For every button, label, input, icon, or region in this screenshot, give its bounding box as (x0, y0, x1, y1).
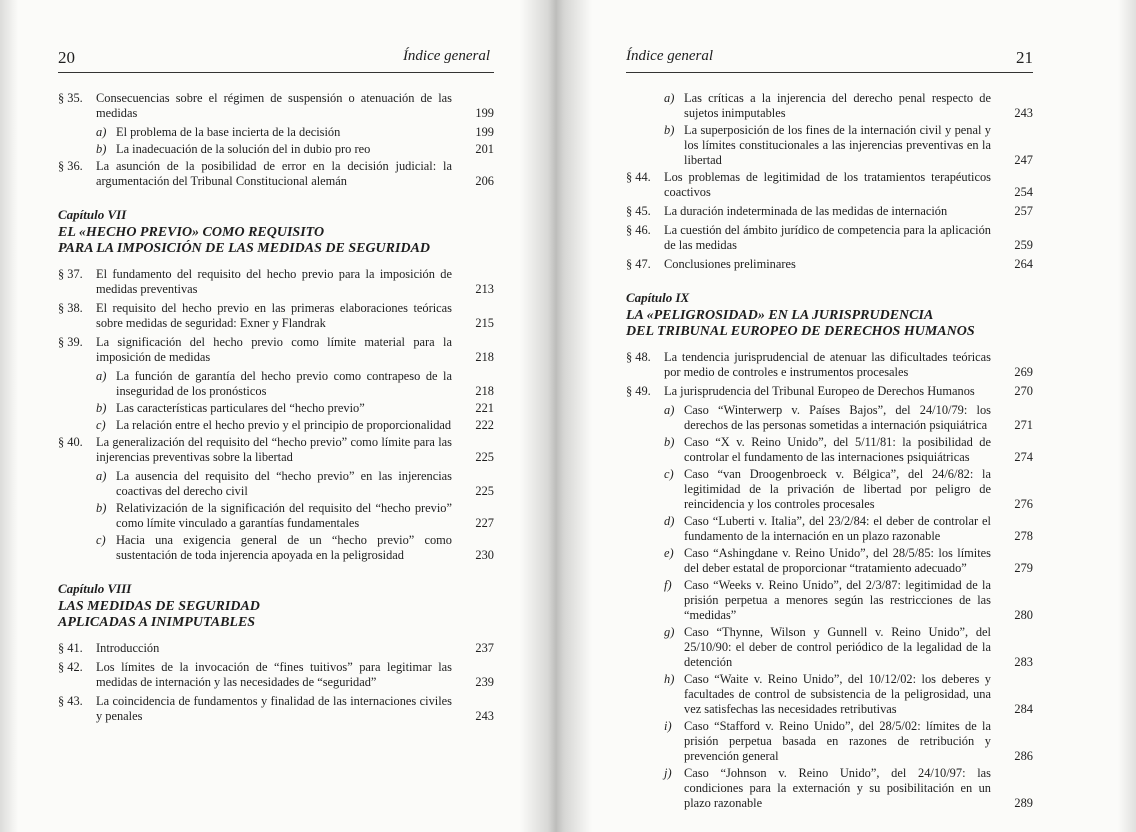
toc-subentry (96, 125, 494, 140)
section-number: c) (96, 533, 106, 547)
entry-title: El problema de la base incierta de la decisión (116, 125, 341, 139)
chapter-label: Capítulo VIII (58, 581, 132, 596)
page-ref: 239 (475, 675, 494, 689)
page-ref: 213 (475, 282, 494, 296)
page-ref: 284 (1014, 702, 1033, 716)
section-number: § 48. (626, 350, 651, 364)
toc-entry (58, 660, 494, 690)
chapter-label: Capítulo VII (58, 207, 127, 222)
section-number: § 41. (58, 641, 83, 655)
page-ref: 247 (1014, 153, 1033, 167)
toc-subentry (664, 546, 1033, 576)
section-number: § 45. (626, 204, 651, 218)
entry-title: La significación del hecho previo como límite material para la imposición de medidas (96, 335, 452, 364)
entry-title: Caso “Thynne, Wilson y Gunnell v. Reino Unido”, del 25/10/90: el deber de control periódico de la legalidad de la detención (684, 625, 991, 669)
entry-title: La asunción de la posibilidad de error en la decisión judicial: la argumentación del Tribunal Constitucional alemán (96, 159, 452, 188)
toc-entry (626, 204, 1033, 219)
toc-subentry (664, 719, 1033, 764)
toc-subentry (96, 369, 494, 399)
toc-entry (58, 435, 494, 465)
toc-subentry (664, 625, 1033, 670)
toc-entry (58, 335, 494, 365)
page-ref: 280 (1014, 608, 1033, 622)
page-ref: 279 (1014, 561, 1033, 575)
chapter-heading (626, 290, 1033, 340)
page-ref: 278 (1014, 529, 1033, 543)
toc-subentry (96, 142, 494, 157)
page-ref: 283 (1014, 655, 1033, 669)
page-ref: 215 (475, 316, 494, 330)
toc-entry (626, 350, 1033, 380)
toc-entry (58, 159, 494, 189)
section-number: b) (96, 501, 107, 515)
toc-entry (626, 384, 1033, 399)
section-number: § 39. (58, 335, 83, 349)
entry-title: El fundamento del requisito del hecho previo para la imposición de medidas preventivas (96, 267, 452, 296)
chapter-heading (58, 581, 494, 631)
page-ref: 264 (1014, 257, 1033, 271)
page-ref: 243 (475, 709, 494, 723)
section-number: § 49. (626, 384, 651, 398)
entry-title: Las críticas a la injerencia del derecho penal respecto de sujetos inimputables (684, 91, 991, 120)
entry-title: Las características particulares del “hecho previo” (116, 401, 365, 415)
page-ref: 289 (1014, 796, 1033, 810)
chapter-label: Capítulo IX (626, 290, 690, 305)
toc-subentry (664, 403, 1033, 433)
entry-title: La función de garantía del hecho previo como contrapeso de la inseguridad de los pronósticos (116, 369, 452, 398)
section-number: § 36. (58, 159, 83, 173)
page-ref: 199 (475, 106, 494, 120)
toc-entry (58, 91, 494, 121)
section-number: § 37. (58, 267, 83, 281)
page-ref: 271 (1014, 418, 1033, 432)
section-number: b) (664, 123, 675, 137)
toc-entry (58, 301, 494, 331)
entry-title: La jurisprudencia del Tribunal Europeo de Derechos Humanos (664, 384, 975, 398)
entry-title: Hacia una exigencia general de un “hecho previo” como sustentación de toda injerencia apoyada en la peligrosidad (116, 533, 452, 562)
section-number: a) (96, 369, 107, 383)
entry-title: Los límites de la invocación de “fines tuitivos” para legitimar las medidas de internación y las necesidades de “seguridad” (96, 660, 452, 689)
toc-subentry (96, 418, 494, 433)
section-number: c) (664, 467, 674, 481)
page-ref: 227 (475, 516, 494, 530)
section-number: j) (664, 766, 672, 780)
page-ref: 230 (475, 548, 494, 562)
page-ref: 286 (1014, 749, 1033, 763)
page-ref: 243 (1014, 106, 1033, 120)
entry-title: El requisito del hecho previo en las primeras elaboraciones teóricas sobre medidas de seguridad: Exner y Flandrak (96, 301, 452, 330)
entry-title: Los problemas de legitimidad de los tratamientos terapéuticos coactivos (664, 170, 991, 199)
toc-entry (58, 694, 494, 724)
toc-subentry (664, 435, 1033, 465)
section-number: f) (664, 578, 672, 592)
entry-title: La generalización del requisito del “hecho previo” como límite para las injerencias preventivas sobre la libertad (96, 435, 452, 464)
entry-title: Caso “Waite v. Reino Unido”, del 10/12/02: los deberes y facultades de control de subsistencia de la peligrosidad, una vez satisfechas las necesidades retributivas (684, 672, 991, 716)
page-ref: 221 (475, 401, 494, 415)
chapter-heading (58, 207, 494, 257)
entry-title: La superposición de los fines de la internación civil y penal y los límites constitucionales a las injerencias preventivas en la libertad (684, 123, 991, 167)
chapter-title: DEL TRIBUNAL EUROPEO DE DERECHOS HUMANOS (626, 324, 975, 339)
entry-title: La ausencia del requisito del “hecho previo” en las injerencias coactivas del derecho civil (116, 469, 452, 498)
page-ref: 269 (1014, 365, 1033, 379)
entry-title: Caso “Winterwerp v. Países Bajos”, del 24/10/79: los derechos de las personas sometidas a internación psiquiátrica (684, 403, 991, 432)
section-number: a) (664, 91, 675, 105)
toc-subentry (664, 467, 1033, 512)
toc-subentry (664, 578, 1033, 623)
page-ref: 276 (1014, 497, 1033, 511)
page-ref: 257 (1014, 204, 1033, 218)
chapter-title: PARA LA IMPOSICIÓN DE LAS MEDIDAS DE SEGURIDAD (58, 241, 431, 256)
section-number: § 44. (626, 170, 651, 184)
toc-entry (58, 267, 494, 297)
toc-subentry (664, 766, 1033, 811)
page-ref: 206 (475, 174, 494, 188)
toc-subentry (96, 533, 494, 563)
section-number: § 38. (58, 301, 83, 315)
toc-subentry (96, 401, 494, 416)
toc-subentry (96, 469, 494, 499)
page-number: 21 (1016, 48, 1033, 67)
chapter-title: LA «PELIGROSIDAD» EN LA JURISPRUDENCIA (626, 308, 934, 323)
section-number: e) (664, 546, 674, 560)
entry-title: Consecuencias sobre el régimen de suspensión o atenuación de las medidas (96, 91, 452, 120)
section-number: b) (96, 401, 107, 415)
entry-title: Caso “Luberti v. Italia”, del 23/2/84: el deber de controlar el fundamento de la internación en un plazo razonable (684, 514, 991, 543)
toc-subentry (664, 123, 1033, 168)
section-number: g) (664, 625, 675, 639)
entry-title: La cuestión del ámbito jurídico de competencia para la aplicación de las medidas (664, 223, 991, 252)
section-number: h) (664, 672, 675, 686)
toc-entry (626, 170, 1033, 200)
entry-title: Caso “van Droogenbroeck v. Bélgica”, del 24/6/82: la legitimidad de la privación de libertad por peligro de reincidencia y los controles procesales (684, 467, 991, 511)
chapter-title: EL «HECHO PREVIO» COMO REQUISITO (58, 225, 325, 240)
section-number: § 35. (58, 91, 83, 105)
section-number: § 46. (626, 223, 651, 237)
entry-title: La inadecuación de la solución del in dubio pro reo (116, 142, 371, 156)
page-ref: 218 (475, 350, 494, 364)
running-header (626, 48, 1033, 73)
toc-list (58, 91, 494, 728)
section-number: § 40. (58, 435, 83, 449)
entry-title: Caso “Weeks v. Reino Unido”, del 2/3/87: legitimidad de la prisión perpetua a menores según las restricciones de las “medidas” (684, 578, 991, 622)
toc-subentry (664, 672, 1033, 717)
page-ref: 218 (475, 384, 494, 398)
entry-title: Caso “X v. Reino Unido”, del 5/11/81: la posibilidad de controlar el fundamento de las internaciones psiquiátricas (684, 435, 991, 464)
toc-entry (626, 257, 1033, 272)
page-ref: 225 (475, 450, 494, 464)
section-number: a) (96, 469, 107, 483)
entry-title: Introducción (96, 641, 160, 655)
section-number: i) (664, 719, 672, 733)
toc-entry (626, 223, 1033, 253)
page-ref: 259 (1014, 238, 1033, 252)
section-number: b) (96, 142, 107, 156)
page-number: 20 (58, 48, 75, 67)
page-ref: 199 (475, 125, 494, 139)
section-number: b) (664, 435, 675, 449)
section-number: § 47. (626, 257, 651, 271)
entry-title: Caso “Ashingdane v. Reino Unido”, del 28/5/85: los límites del deber estatal de proporcionar “tratamiento adecuado” (684, 546, 991, 575)
entry-title: Caso “Stafford v. Reino Unido”, del 28/5/02: límites de la prisión perpetua basada en razones de retribución y prevención general (684, 719, 991, 763)
page-ref: 274 (1014, 450, 1033, 464)
toc-subentry (664, 514, 1033, 544)
entry-title: Caso “Johnson v. Reino Unido”, del 24/10/97: las condiciones para la externación y su posibilitación en un plazo razonable (684, 766, 991, 810)
chapter-title: LAS MEDIDAS DE SEGURIDAD (58, 599, 260, 614)
entry-title: La tendencia jurisprudencial de atenuar las dificultades teóricas por medio de controles e instrumentos procesales (664, 350, 991, 379)
section-number: d) (664, 514, 675, 528)
toc-list (626, 91, 1033, 813)
running-header (58, 48, 494, 73)
running-title: Índice general (402, 48, 490, 64)
section-number: § 42. (58, 660, 83, 674)
toc-subentry (664, 91, 1033, 121)
page-ref: 237 (475, 641, 494, 655)
entry-title: Relativización de la significación del requisito del “hecho previo” como límite vinculado a garantías fundamentales (116, 501, 452, 530)
section-number: a) (664, 403, 675, 417)
entry-title: Conclusiones preliminares (664, 257, 796, 271)
page-ref: 225 (475, 484, 494, 498)
section-number: § 43. (58, 694, 83, 708)
section-number: a) (96, 125, 107, 139)
toc-entry (58, 641, 494, 656)
page-ref: 201 (475, 142, 494, 156)
toc-subentry (96, 501, 494, 531)
entry-title: La coincidencia de fundamentos y finalidad de las internaciones civiles y penales (96, 694, 452, 723)
entry-title: La relación entre el hecho previo y el principio de proporcionalidad (116, 418, 452, 432)
page-ref: 222 (475, 418, 494, 432)
page-ref: 254 (1014, 185, 1033, 199)
section-number: c) (96, 418, 106, 432)
running-title: Índice general (626, 48, 714, 64)
chapter-title: APLICADAS A INIMPUTABLES (58, 615, 256, 630)
page-ref: 270 (1014, 384, 1033, 398)
entry-title: La duración indeterminada de las medidas de internación (664, 204, 948, 218)
